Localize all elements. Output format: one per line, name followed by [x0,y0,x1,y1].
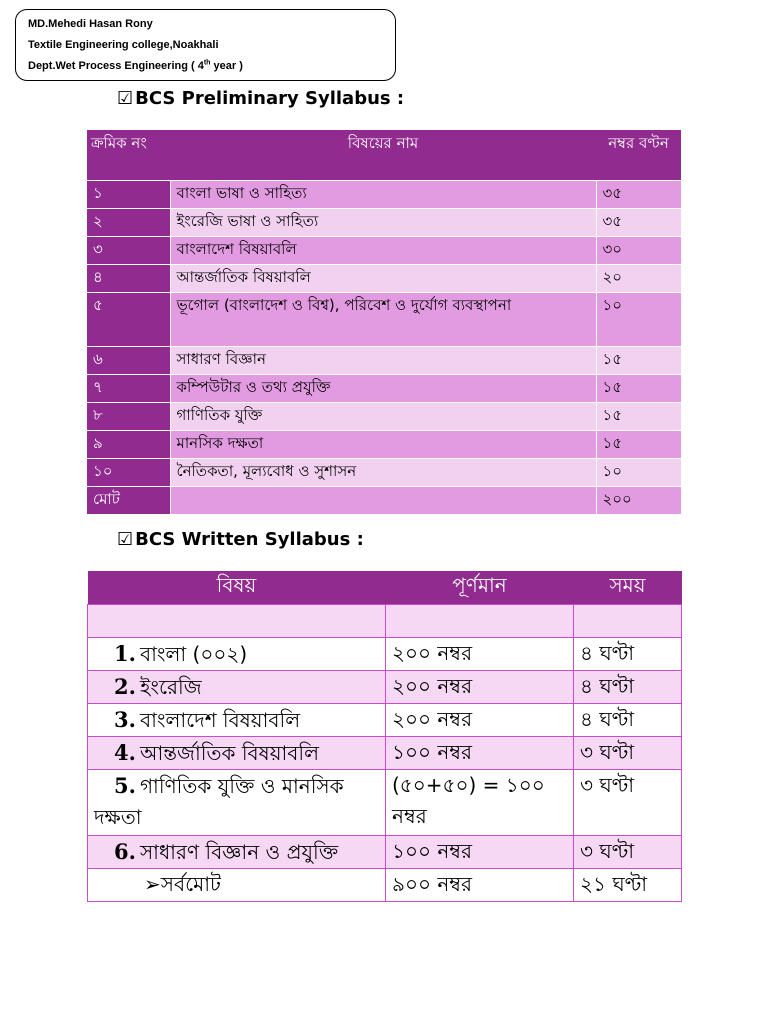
preliminary-title: ☑ BCS Preliminary Syllabus : [117,88,405,109]
checkbox-icon: ☑ [117,529,134,550]
table-row: ৮ গাণিতিক যুক্তি ১৫ [87,402,681,430]
preliminary-table [87,130,682,514]
header-full-marks: পূর্ণমান [386,571,574,605]
header-serial: ক্রমিক নং [87,130,170,180]
written-title: ☑ BCS Written Syllabus : [117,529,364,550]
table-row: ১ বাংলা ভাষা ও সাহিত্য ৩৫ [87,180,681,208]
table-row: 6. সাধারণ বিজ্ঞান ও প্রযুক্তি ১০০ নম্বর ৩ ঘণ্টা [88,836,682,869]
author-college: Textile Engineering college,Noakhali [28,39,219,51]
table-row: ৭ কম্পিউটার ও তথ্য প্রযুক্তি ১৫ [87,374,681,402]
arrow-bullet-icon: ➢ [144,872,161,896]
table-row: ৩ বাংলাদেশ বিষয়াবলি ৩০ [87,236,681,264]
total-row: ➢সর্বমোট ৯০০ নম্বর ২১ ঘণ্টা [88,869,682,902]
table-row: ২ ইংরেজি ভাষা ও সাহিত্য ৩৫ [87,208,681,236]
empty-row [88,605,682,638]
total-row: মোট ২০০ [87,486,681,514]
table-row: ৫ ভূগোল (বাংলাদেশ ও বিশ্ব), পরিবেশ ও দুর্যোগ ব্যবস্থাপনা ১০ [87,292,681,346]
header-time: সময় [574,571,682,605]
author-info-box [15,9,396,81]
written-table [87,571,682,902]
table-row: ৪ আন্তর্জাতিক বিষয়াবলি ২০ [87,264,681,292]
table-row: ১০ নৈতিকতা, মূল্যবোধ ও সুশাসন ১০ [87,458,681,486]
table-header-row [87,130,681,180]
table-row: 4. আন্তর্জাতিক বিষয়াবলি ১০০ নম্বর ৩ ঘণ্টা [88,737,682,770]
author-dept: Dept.Wet Process Engineering ( 4th year ) [28,59,243,72]
header-subject: বিষয়ের নাম [170,130,596,180]
table-row: 2. ইংরেজি ২০০ নম্বর ৪ ঘণ্টা [88,671,682,704]
table-row: 3. বাংলাদেশ বিষয়াবলি ২০০ নম্বর ৪ ঘণ্টা [88,704,682,737]
header-marks: নম্বর বণ্টন [596,130,681,180]
table-row: ৯ মানসিক দক্ষতা ১৫ [87,430,681,458]
author-name: MD.Mehedi Hasan Rony [28,18,153,30]
table-row: ৬ সাধারণ বিজ্ঞান ১৫ [87,346,681,374]
checkbox-icon: ☑ [117,88,134,109]
table-row: 1. বাংলা (০০২) ২০০ নম্বর ৪ ঘণ্টা [88,638,682,671]
header-subject: বিষয় [88,571,386,605]
table-header-row [88,571,682,605]
table-row: 5. গাণিতিক যুক্তি ও মানসিক দক্ষতা (৫০+৫০) = ১০০ নম্বর ৩ ঘণ্টা [88,770,682,836]
